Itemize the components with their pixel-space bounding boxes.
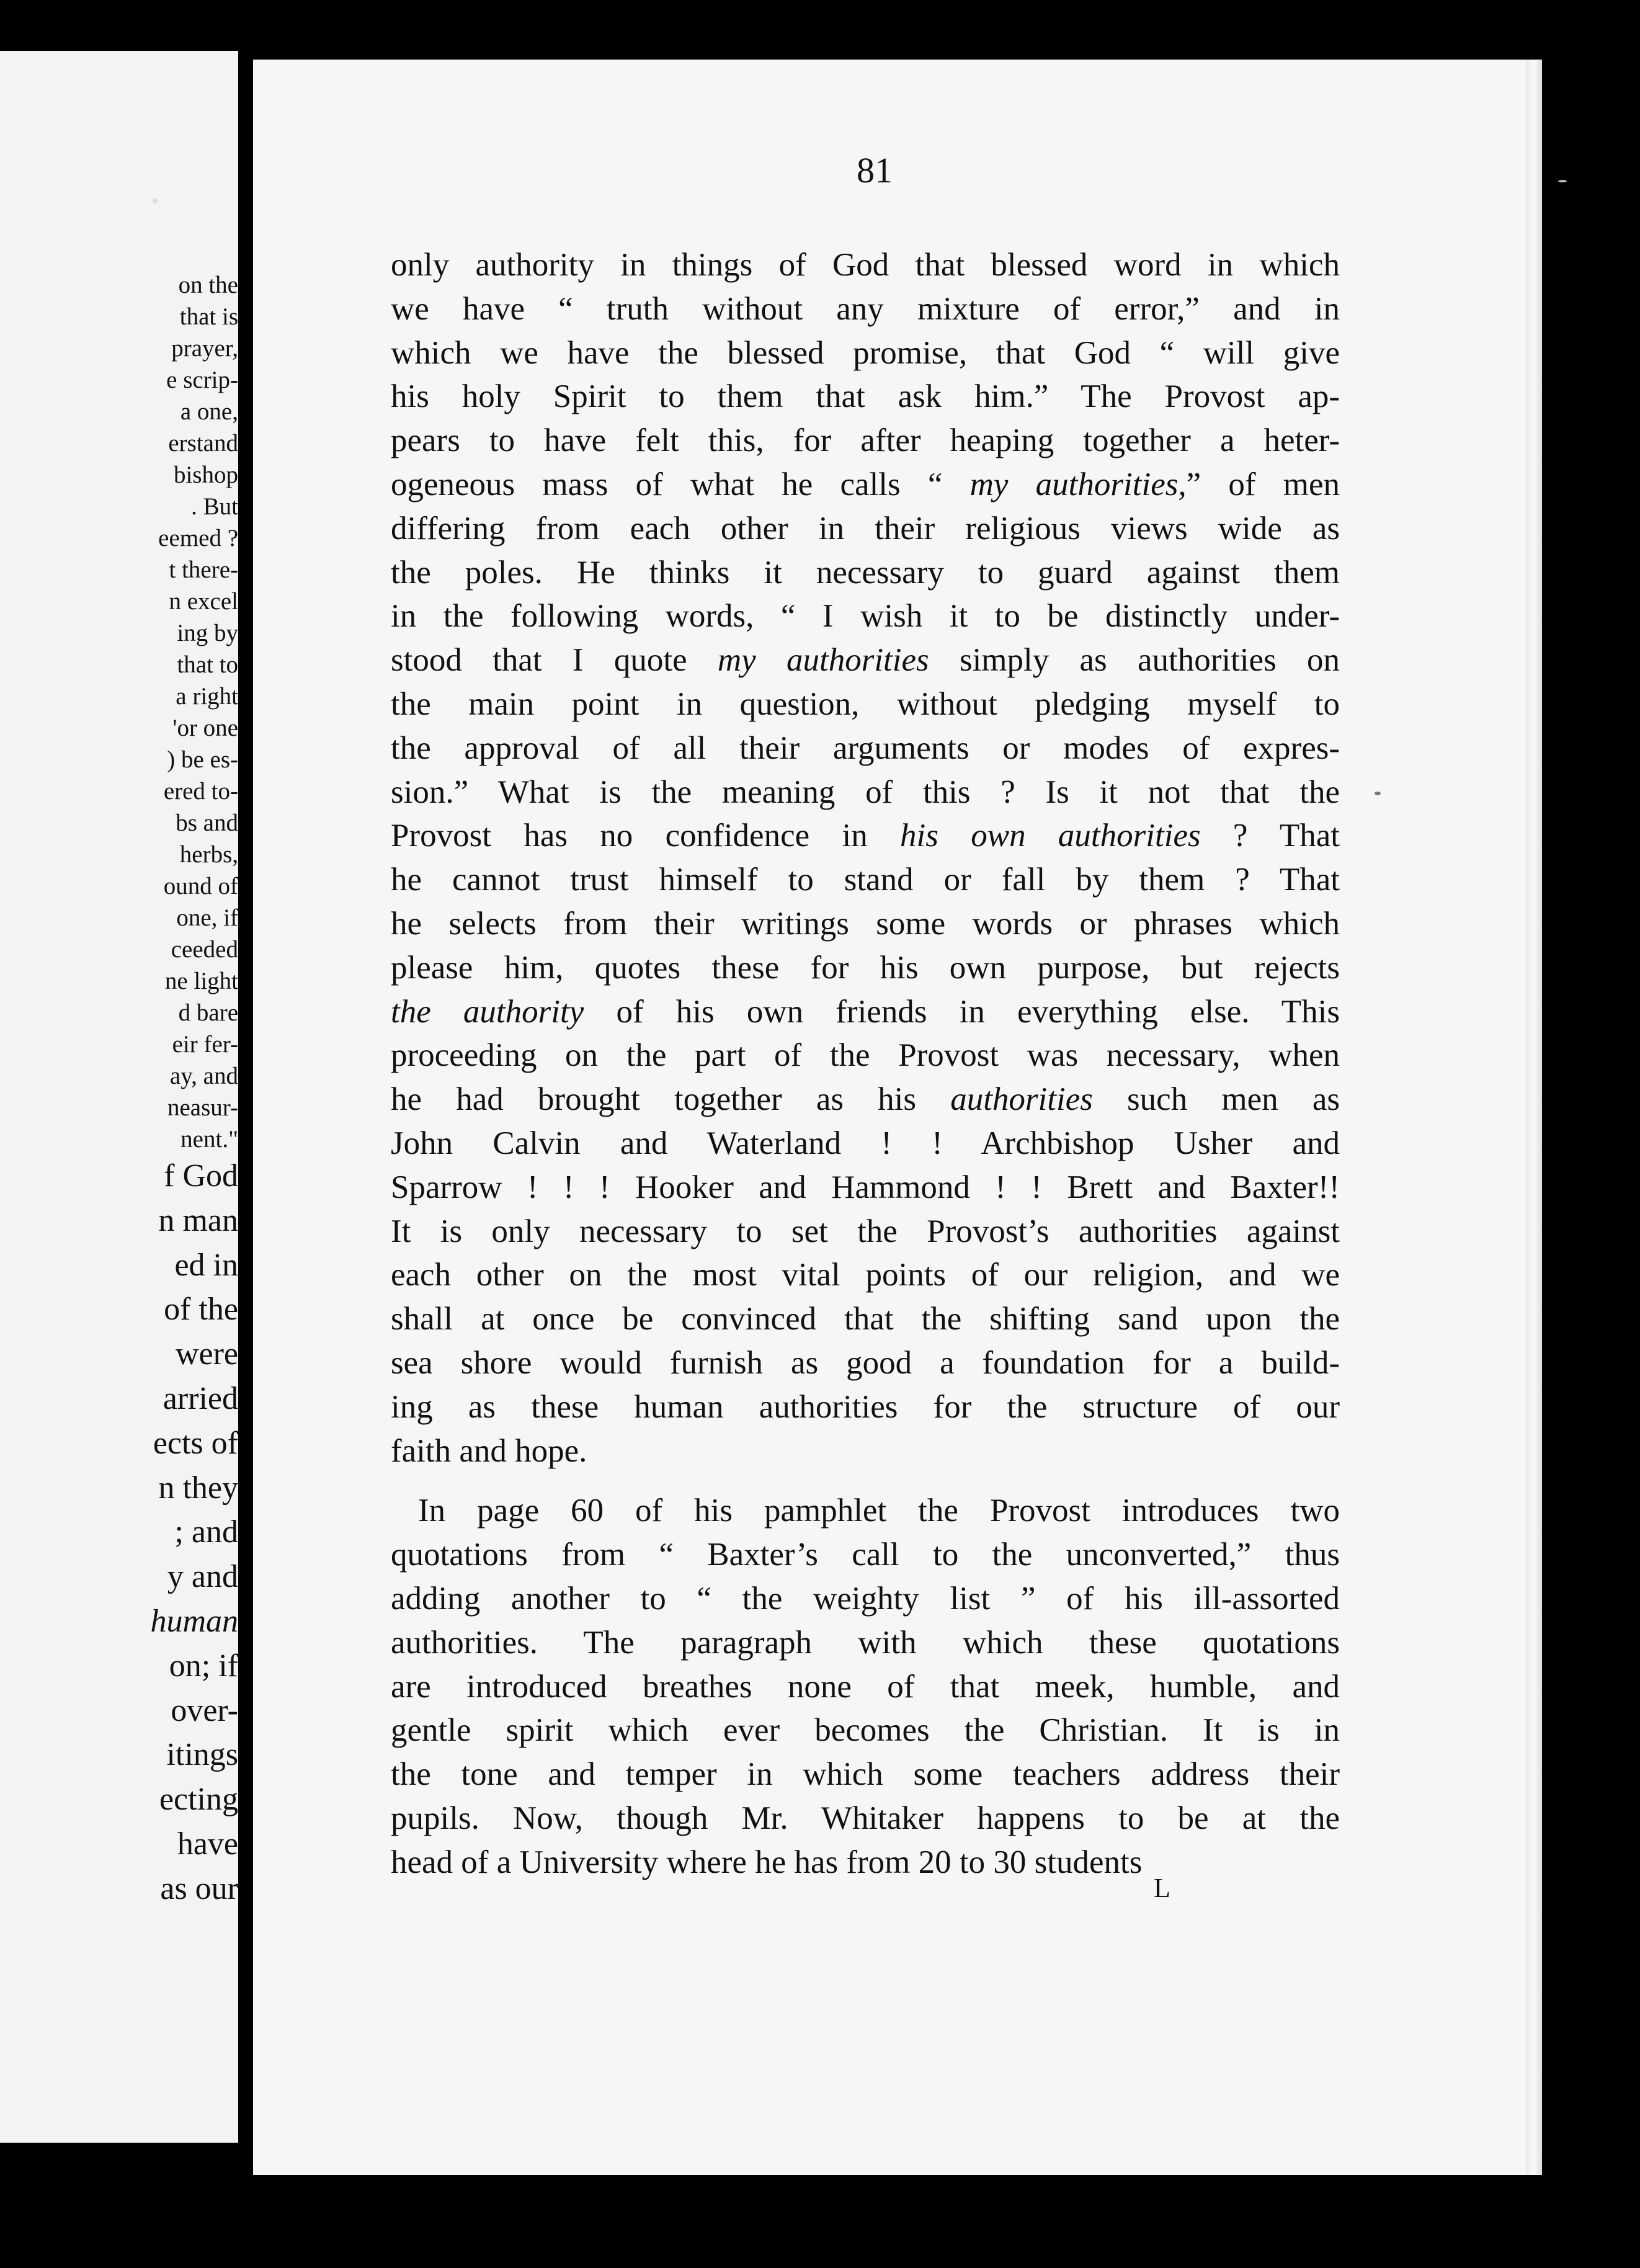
left-page-line: bishop [173, 462, 238, 488]
text-line: faith and hope. [391, 1432, 587, 1469]
text-line: It is only necessary to set the Provost’s authorities against [391, 1213, 1340, 1249]
left-page-line: erstand [168, 430, 238, 457]
dust-speck [1375, 792, 1381, 795]
text-line: gentle spirit which ever becomes the Christian. It is in [391, 1712, 1340, 1749]
left-page-line: ; and [174, 1514, 238, 1550]
left-page-line: as our [160, 1870, 238, 1906]
left-page-line: have [177, 1826, 238, 1862]
paragraph-gap [391, 1473, 1340, 1489]
left-page-line: ceeded [171, 936, 238, 963]
text-line: authorities. The paragraph with which these quotations [391, 1624, 1340, 1661]
text-line: the main point in question, without pledging myself to [391, 685, 1340, 722]
left-page-line: . But [191, 493, 238, 520]
left-page-line: eemed ? [158, 525, 238, 551]
text-line: differing from each other in their religious views wide as [391, 510, 1340, 547]
left-page-line: f God [164, 1158, 238, 1194]
page-edge [1526, 60, 1542, 2175]
left-page-line: a right [176, 683, 238, 710]
left-page-line: e scrip- [166, 367, 238, 393]
left-page-line: nent." [180, 1126, 238, 1153]
left-page-line: on; if [169, 1648, 238, 1684]
left-page-line: ects of [153, 1425, 238, 1461]
left-page-line: a one, [180, 398, 238, 425]
text-line: sea shore would furnish as good a foundation for a build- [391, 1344, 1340, 1381]
text-line: Sparrow ! ! ! Hooker and Hammond ! ! Brett and Baxter!! [391, 1169, 1340, 1205]
left-page-line: of the [164, 1292, 238, 1328]
text-line: ing as these human authorities for the structure of our [391, 1388, 1340, 1425]
text-line: John Calvin and Waterland ! ! Archbishop Usher and [391, 1125, 1340, 1161]
left-page-line: neasur- [167, 1094, 238, 1121]
left-page-line: ) be es- [167, 746, 238, 773]
left-page-line: n man [158, 1202, 238, 1238]
left-page-text-lower [5, 1154, 238, 1911]
text-line: stood that I quote my authorities simply as authorities on [391, 642, 1340, 679]
left-page-line: itings [166, 1737, 238, 1773]
left-page-line: t there- [169, 556, 238, 583]
text-line: he selects from their writings some words or phrases which [391, 905, 1340, 942]
text-line: in the following words, “ I wish it to be distinctly under- [391, 598, 1340, 635]
text-line: he cannot trust himself to stand or fall by them ? That [391, 862, 1340, 898]
left-page-line: d bare [178, 999, 238, 1026]
left-page-line: prayer, [171, 335, 238, 362]
text-line: each other on the most vital points of our religion, and we [391, 1257, 1340, 1293]
text-line: which we have the blessed promise, that God “ will give [391, 334, 1340, 371]
left-page-line: that to [177, 651, 238, 678]
text-line: the tone and temper in which some teachers address their [391, 1756, 1340, 1793]
left-page-line: n they [158, 1470, 238, 1506]
left-page-text-upper [5, 269, 238, 1155]
page-body-text [391, 243, 1340, 1884]
page-number: 81 [857, 150, 893, 190]
text-line: only authority in things of God that blessed word in which [391, 247, 1340, 283]
left-page-line: ecting [159, 1782, 238, 1818]
left-page-line: herbs, [179, 841, 238, 868]
left-page-line: on the [178, 272, 238, 298]
dust-speck [153, 199, 158, 203]
left-page-line: that is [179, 303, 238, 330]
dust-speck [1558, 180, 1567, 182]
left-page-line: ne light [164, 968, 238, 994]
text-line: his holy Spirit to them that ask him.” The Provost ap- [391, 378, 1340, 415]
text-line: Provost has no confidence in his own authorities ? That [391, 818, 1340, 854]
left-page-line: ing by [177, 620, 238, 646]
text-line: ogeneous mass of what he calls “ my authorities,” of men [391, 466, 1340, 502]
left-page-line: one, if [176, 904, 238, 931]
previous-page-fragment [0, 51, 238, 2143]
text-line: the approval of all their arguments or modes of expres- [391, 730, 1340, 766]
text-line: he had brought together as his authorities such men as [391, 1081, 1340, 1118]
left-page-line: eir fer- [172, 1031, 238, 1058]
text-line: adding another to “ the weighty list ” of his ill-assorted [391, 1580, 1340, 1617]
left-page-line: n excel [169, 588, 238, 615]
text-line: shall at once be convinced that the shifting sand upon the [391, 1301, 1340, 1337]
left-page-line: human [150, 1603, 238, 1639]
text-line: sion.” What is the meaning of this ? Is it not that the [391, 774, 1340, 810]
left-page-line: ay, and [169, 1063, 238, 1089]
left-page-line: ered to- [163, 778, 238, 805]
text-line: please him, quotes these for his own purpose, but rejects [391, 949, 1340, 986]
text-line: pupils. Now, though Mr. Whitaker happens to be at the [391, 1800, 1340, 1836]
left-page-line: ed in [174, 1247, 238, 1283]
text-line: In page 60 of his pamphlet the Provost introduces two [418, 1493, 1340, 1529]
signature-mark: L [1154, 1873, 1170, 1903]
text-line: the authority of his own friends in everything else. This [391, 993, 1340, 1030]
text-line: the poles. He thinks it necessary to guard against them [391, 554, 1340, 591]
left-page-line: arried [163, 1380, 238, 1416]
text-line: proceeding on the part of the Provost was necessary, when [391, 1037, 1340, 1074]
left-page-line: y and [167, 1559, 238, 1595]
text-line: are introduced breathes none of that meek, humble, and [391, 1668, 1340, 1705]
text-line: head of a University where he has from 20 to 30 students [391, 1844, 1143, 1880]
left-page-line: bs and [176, 810, 238, 836]
text-line: quotations from “ Baxter’s call to the unconverted,” thus [391, 1537, 1340, 1573]
left-page-line: were [175, 1336, 238, 1372]
text-line: we have “ truth without any mixture of error,” and in [391, 290, 1340, 327]
left-page-line: over- [171, 1692, 238, 1728]
left-page-line: 'or one [172, 715, 238, 741]
left-page-line: ound of [163, 873, 238, 900]
text-line: pears to have felt this, for after heaping together a heter- [391, 422, 1340, 459]
